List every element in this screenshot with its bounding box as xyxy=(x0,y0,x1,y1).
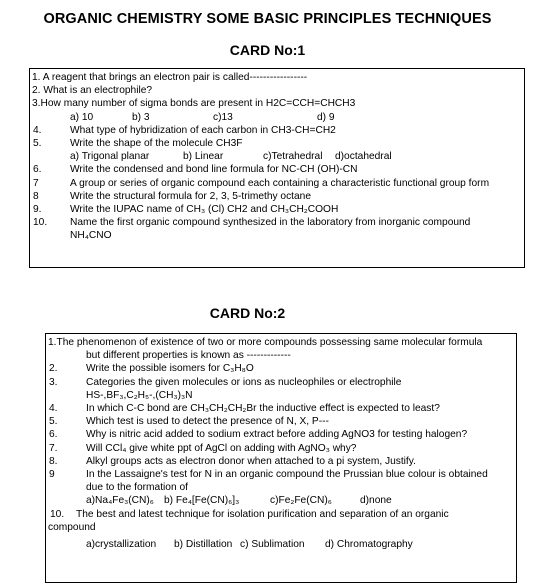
card1-q8-text: Write the structural formula for 2, 3, 5-trimethy octane xyxy=(70,190,312,202)
card1-q3: 3.How many number of sigma bonds are present in H2C=CCH=CHCH3 xyxy=(32,98,356,110)
card2-q5-number: 5. xyxy=(49,416,58,428)
card2-q9-option-a: a)Na₄Fe₃(CN)₆ xyxy=(86,495,154,507)
card2-q3-number: 3. xyxy=(49,376,58,388)
card1-q8 xyxy=(30,190,524,203)
card2-q9-option-d: d)none xyxy=(360,495,392,507)
card2-q6-text: Why is nitric acid added to sodium extract before adding AgNO3 for testing halogen? xyxy=(86,429,468,441)
card1-title: CARD No:1 xyxy=(229,42,306,58)
card1-q9-text: Write the IUPAC name of CH₃ (Cl) CH2 and CH₃CH₂COOH xyxy=(70,204,339,216)
card2-q9-line2: due to the formation of xyxy=(86,482,188,494)
card1-q7-text: A group or series of organic compound each containing a characteristic functional group form xyxy=(70,177,490,189)
card2-q5-text: Which test is used to detect the presence of N, X, P--- xyxy=(86,416,329,428)
card1-q7 xyxy=(30,177,524,190)
card1-q4-text: What type of hybridization of each carbon in CH3-CH=CH2 xyxy=(70,124,336,136)
card2-q2 xyxy=(46,362,516,375)
card2-q9-option-b: b) Fe₄[Fe(CN)₆]₃ xyxy=(164,495,240,507)
card1-q5-option-a: a) Trigonal planar xyxy=(70,151,150,163)
card1-q6-number: 6. xyxy=(33,164,42,176)
card1-q4-number: 4. xyxy=(33,124,42,136)
card1-q3-option-a: a) 10 xyxy=(70,111,94,123)
card2-q4-number: 4. xyxy=(49,403,58,415)
card1-q5-option-d: d)octahedral xyxy=(335,151,392,163)
card1-q2: 2. What is an electrophile? xyxy=(32,85,153,97)
card1-q3-options xyxy=(30,111,524,124)
card1-q9-number: 9. xyxy=(33,204,42,216)
page-title: ORGANIC CHEMISTRY SOME BASIC PRINCIPLES TECHNIQUES xyxy=(43,11,492,27)
card2-q9-options xyxy=(46,494,516,507)
card2-q6 xyxy=(46,428,516,441)
card2-q9-number: 9 xyxy=(49,469,55,481)
card2-q8-text: Alkyl groups acts as electron donor when attached to a pi system, Justify. xyxy=(86,455,416,467)
card2-q10-option-c: c) Sublimation xyxy=(240,539,305,551)
card1-q10 xyxy=(30,216,524,229)
card1-q3-option-b: b) 3 xyxy=(132,111,150,123)
card2-q10-option-b: b) Distillation xyxy=(174,539,233,551)
card2-q10-text: The best and latest technique for isolation purification and separation of an organic xyxy=(76,508,449,520)
card1-q5-option-b: b) Linear xyxy=(183,151,224,163)
card1-q5-number: 5. xyxy=(33,138,42,150)
card1-q3-option-c: c)13 xyxy=(213,111,233,123)
card2-q4 xyxy=(46,402,516,415)
card1-q10-number: 10. xyxy=(33,217,48,229)
card2-q3 xyxy=(46,376,516,389)
card2-title: CARD No:2 xyxy=(209,305,286,321)
card2-q2-number: 2. xyxy=(49,363,58,375)
card1-q5-options xyxy=(30,150,524,163)
card1-question-box xyxy=(29,68,525,268)
card2-q6-number: 6. xyxy=(49,429,58,441)
card2-q10-option-a: a)crystallization xyxy=(86,539,157,551)
card2-q1-line2: but different properties is known as ------------- xyxy=(86,350,291,362)
card1-q10-line2: NH₄CNO xyxy=(70,230,112,242)
card1-q7-number: 7 xyxy=(33,177,39,189)
card2-q1: 1.The phenomenon of existence of two or more compounds possessing same molecular formula xyxy=(48,337,483,348)
card2-q10-number: 10. xyxy=(50,508,65,520)
card2-q5 xyxy=(46,415,516,428)
card1-q1: 1. A reagent that brings an electron pair is called----------------- xyxy=(32,72,308,83)
card2-q10-line2: compound xyxy=(48,521,96,533)
card2-q2-text: Write the possible isomers for C₃H₈O xyxy=(86,363,254,375)
card2-q10 xyxy=(46,508,516,521)
card2-q9 xyxy=(46,468,516,481)
card2-q4-text: In which C-C bond are CH₃CH₂CH₂Br the inductive effect is expected to least? xyxy=(86,403,440,415)
card1-q8-number: 8 xyxy=(33,190,39,202)
card1-q5 xyxy=(30,137,524,150)
card2-q8-number: 8. xyxy=(49,455,58,467)
card2-q7-number: 7. xyxy=(49,442,58,454)
card1-q6 xyxy=(30,163,524,176)
card2-q8 xyxy=(46,455,516,468)
card2-q10-option-d: d) Chromatography xyxy=(325,539,413,551)
card2-q7 xyxy=(46,442,516,455)
card2-q7-text: Will CCl₄ give white ppt of AgCl on adding with AgNO₃ why? xyxy=(86,442,357,454)
card1-q9 xyxy=(30,203,524,216)
card2-q9-option-c: c)Fe₂Fe(CN)₆ xyxy=(270,495,332,507)
card1-q5-text: Write the shape of the molecule CH3F xyxy=(70,138,243,150)
card2-q3-line2: HS-,BF₃,C₂H₅-,(CH₃)₃N xyxy=(86,389,193,401)
card2-question-box xyxy=(45,333,517,583)
card1-q10-text: Name the first organic compound synthesized in the laboratory from inorganic compound xyxy=(70,217,471,229)
card2-q10-options xyxy=(46,534,516,551)
card2-q3-text: Categories the given molecules or ions as nucleophiles or electrophile xyxy=(86,376,402,388)
card1-q6-text: Write the condensed and bond line formula for NC-CH (OH)-CN xyxy=(70,164,358,176)
card1-q5-option-c: c)Tetrahedral xyxy=(263,151,323,163)
card1-q4 xyxy=(30,124,524,137)
card2-q9-text: In the Lassaigne's test for N in an organic compound the Prussian blue colour is obtained xyxy=(86,469,488,481)
card1-q3-option-d: d) 9 xyxy=(317,111,335,123)
